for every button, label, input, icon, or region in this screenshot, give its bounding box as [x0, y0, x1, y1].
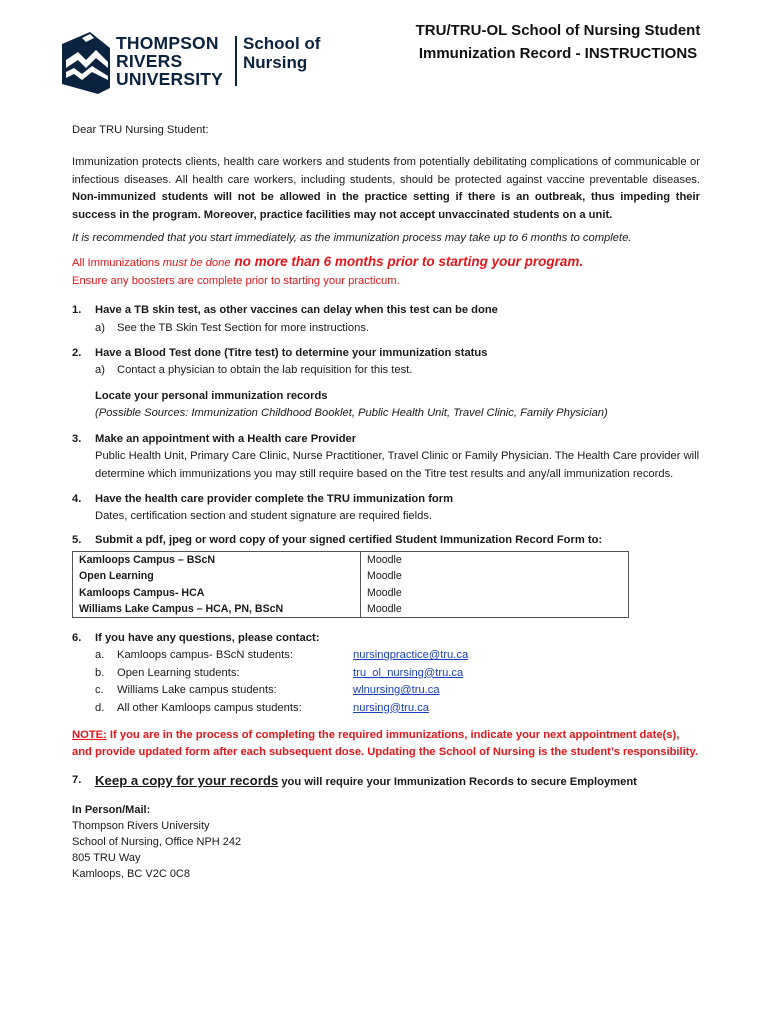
note-text: If you are in the process of completing the required immunizations, indicate your next appointment date(s), and provide updated form after each subsequent dose. Updating the School of Nursing is the student’s responsibility.: [72, 728, 698, 759]
keep-copy-emphasis: Keep a copy for your records: [95, 772, 279, 788]
step-2: [72, 345, 700, 423]
table-row: [73, 568, 629, 584]
timing-part3: no more than 6 months prior to starting your program.: [230, 254, 584, 270]
submission-method-cell: Moodle: [367, 602, 402, 615]
boosters-note: Ensure any boosters are complete prior to starting your practicum.: [72, 274, 400, 287]
email-link-kamloops[interactable]: nursing@tru.ca: [353, 701, 430, 714]
intro-paragraph-text: Immunization protects clients, health care workers and students from potentially debilitating complications of communicable or infectious diseases. All health care workers, including students, should be protected against vaccine preventable diseases.: [72, 156, 700, 186]
greeting: Dear TRU Nursing Student:: [72, 124, 209, 136]
step-5-number: 5.: [72, 533, 82, 546]
step-3-text: Public Health Unit, Primary Care Clinic, Nurse Practitioner, Travel Clinic or Family Physician. The Health Care provider will determine which immunizations you may still require based on the Titre test results and any/all immunization records.: [95, 450, 700, 480]
submission-method-cell: Moodle: [367, 570, 402, 583]
contact-letter: a.: [95, 649, 105, 662]
tru-school-of-nursing-logo: [60, 30, 330, 98]
step-3: [72, 431, 700, 483]
address-line1: Thompson Rivers University: [72, 820, 210, 833]
note-label: NOTE:: [72, 728, 107, 741]
university-name: [116, 34, 223, 88]
address-heading: In Person/Mail:: [72, 804, 151, 817]
address-line2: School of Nursing, Office NPH 242: [72, 836, 242, 848]
document-body: [72, 122, 700, 883]
campus-cell: Kamloops Campus – BScN: [73, 552, 361, 569]
contact-list: [95, 647, 700, 717]
step-2-number: 2.: [72, 347, 82, 360]
intro-paragraph: [72, 154, 700, 224]
submission-method-cell: Moodle: [367, 554, 402, 567]
timing-requirement: [72, 253, 700, 272]
contact-audience: All other Kamloops campus students:: [117, 701, 302, 714]
step-6-number: 6.: [72, 631, 82, 644]
document-title: [398, 19, 718, 65]
locate-records-title: Locate your personal immunization records: [95, 389, 328, 402]
step-1-sub-a: [95, 320, 700, 337]
table-row: [73, 585, 629, 601]
table-row: [73, 601, 629, 618]
step-7: [72, 772, 700, 791]
university-name-line2: RIVERS: [116, 51, 183, 71]
email-link-bscn[interactable]: nursingpractice@tru.ca: [353, 649, 469, 662]
step-4-number: 4.: [72, 492, 82, 505]
step-4: [72, 491, 700, 526]
locate-records-sources: (Possible Sources: Immunization Childhood Booklet, Public Health Unit, Travel Clinic, Family Physician): [95, 407, 608, 420]
step-2-title: Have a Blood Test done (Titre test) to determine your immunization status: [95, 347, 488, 360]
contact-audience: Kamloops campus- BScN students:: [117, 649, 293, 662]
contact-letter: d.: [95, 701, 105, 714]
step-1-number: 1.: [72, 304, 82, 317]
email-link-open-learning[interactable]: tru_ol_nursing@tru.ca: [353, 666, 464, 679]
address-line3: 805 TRU Way: [72, 851, 141, 864]
step-2-sub-a-letter: a): [95, 364, 105, 377]
step-4-title: Have the health care provider complete the TRU immunization form: [95, 492, 454, 505]
university-name-line1: THOMPSON: [116, 33, 219, 53]
tru-mountain-logo-icon: [60, 30, 112, 96]
email-link-williams-lake[interactable]: wlnursing@tru.ca: [353, 684, 440, 697]
step-7-number: 7.: [72, 773, 82, 786]
address-line4: Kamloops, BC V2C 0C8: [72, 867, 190, 880]
keep-copy-text: you will require your Immunization Records to secure Employment: [278, 775, 637, 788]
recommendation-note: It is recommended that you start immediately, as the immunization process may take up to 6 months to complete.: [72, 232, 632, 245]
school-name-line1: School of: [243, 34, 321, 53]
step-3-number: 3.: [72, 432, 82, 445]
document-title-line1: TRU/TRU-OL School of Nursing Student: [415, 22, 701, 39]
mailing-address: [72, 803, 700, 883]
step-5: [72, 532, 700, 549]
step-2-sub-a: [95, 362, 700, 379]
campus-cell: Open Learning: [73, 568, 361, 584]
step-5-title: Submit a pdf, jpeg or word copy of your signed certified Student Immunization Record Form to:: [95, 533, 603, 546]
note-paragraph: [72, 727, 700, 762]
submission-method-cell: Moodle: [367, 586, 402, 599]
intro-paragraph-warning: Non-immunized students will not be allowed in the practice setting if there is an outbreak, thus impeding their success in the program. Moreover, practice facilities may not accept unvaccinated students on a unit.: [72, 191, 700, 221]
contact-letter: c.: [95, 684, 104, 697]
submission-table: [72, 551, 629, 618]
campus-cell: Williams Lake Campus – HCA, PN, BScN: [73, 601, 361, 618]
timing-part1: All Immunizations: [72, 257, 163, 270]
step-1-sub-a-letter: a): [95, 321, 105, 334]
campus-cell: Kamloops Campus- HCA: [73, 585, 361, 601]
step-2-sub-a-text: Contact a physician to obtain the lab requisition for this test.: [117, 364, 413, 377]
step-4-text: Dates, certification section and student signature are required fields.: [95, 510, 433, 523]
step-3-title: Make an appointment with a Health care Provider: [95, 432, 357, 445]
step-6: [72, 630, 700, 717]
school-name: [243, 34, 320, 72]
step-1-title: Have a TB skin test, as other vaccines can delay when this test can be done: [95, 304, 498, 317]
contact-audience: Williams Lake campus students:: [117, 684, 277, 697]
school-name-line2: Nursing: [243, 53, 308, 72]
logo-divider: [235, 36, 237, 86]
step-1-sub-a-text: See the TB Skin Test Section for more instructions.: [117, 321, 370, 334]
timing-part2: must be done: [162, 257, 231, 270]
contact-audience: Open Learning students:: [117, 666, 240, 679]
table-row: [73, 552, 629, 569]
contact-letter: b.: [95, 666, 105, 679]
step-1: [72, 302, 700, 337]
university-name-line3: UNIVERSITY: [116, 69, 224, 89]
document-title-line2: Immunization Record - INSTRUCTIONS: [418, 45, 698, 62]
step-6-title: If you have any questions, please contact:: [95, 631, 320, 644]
